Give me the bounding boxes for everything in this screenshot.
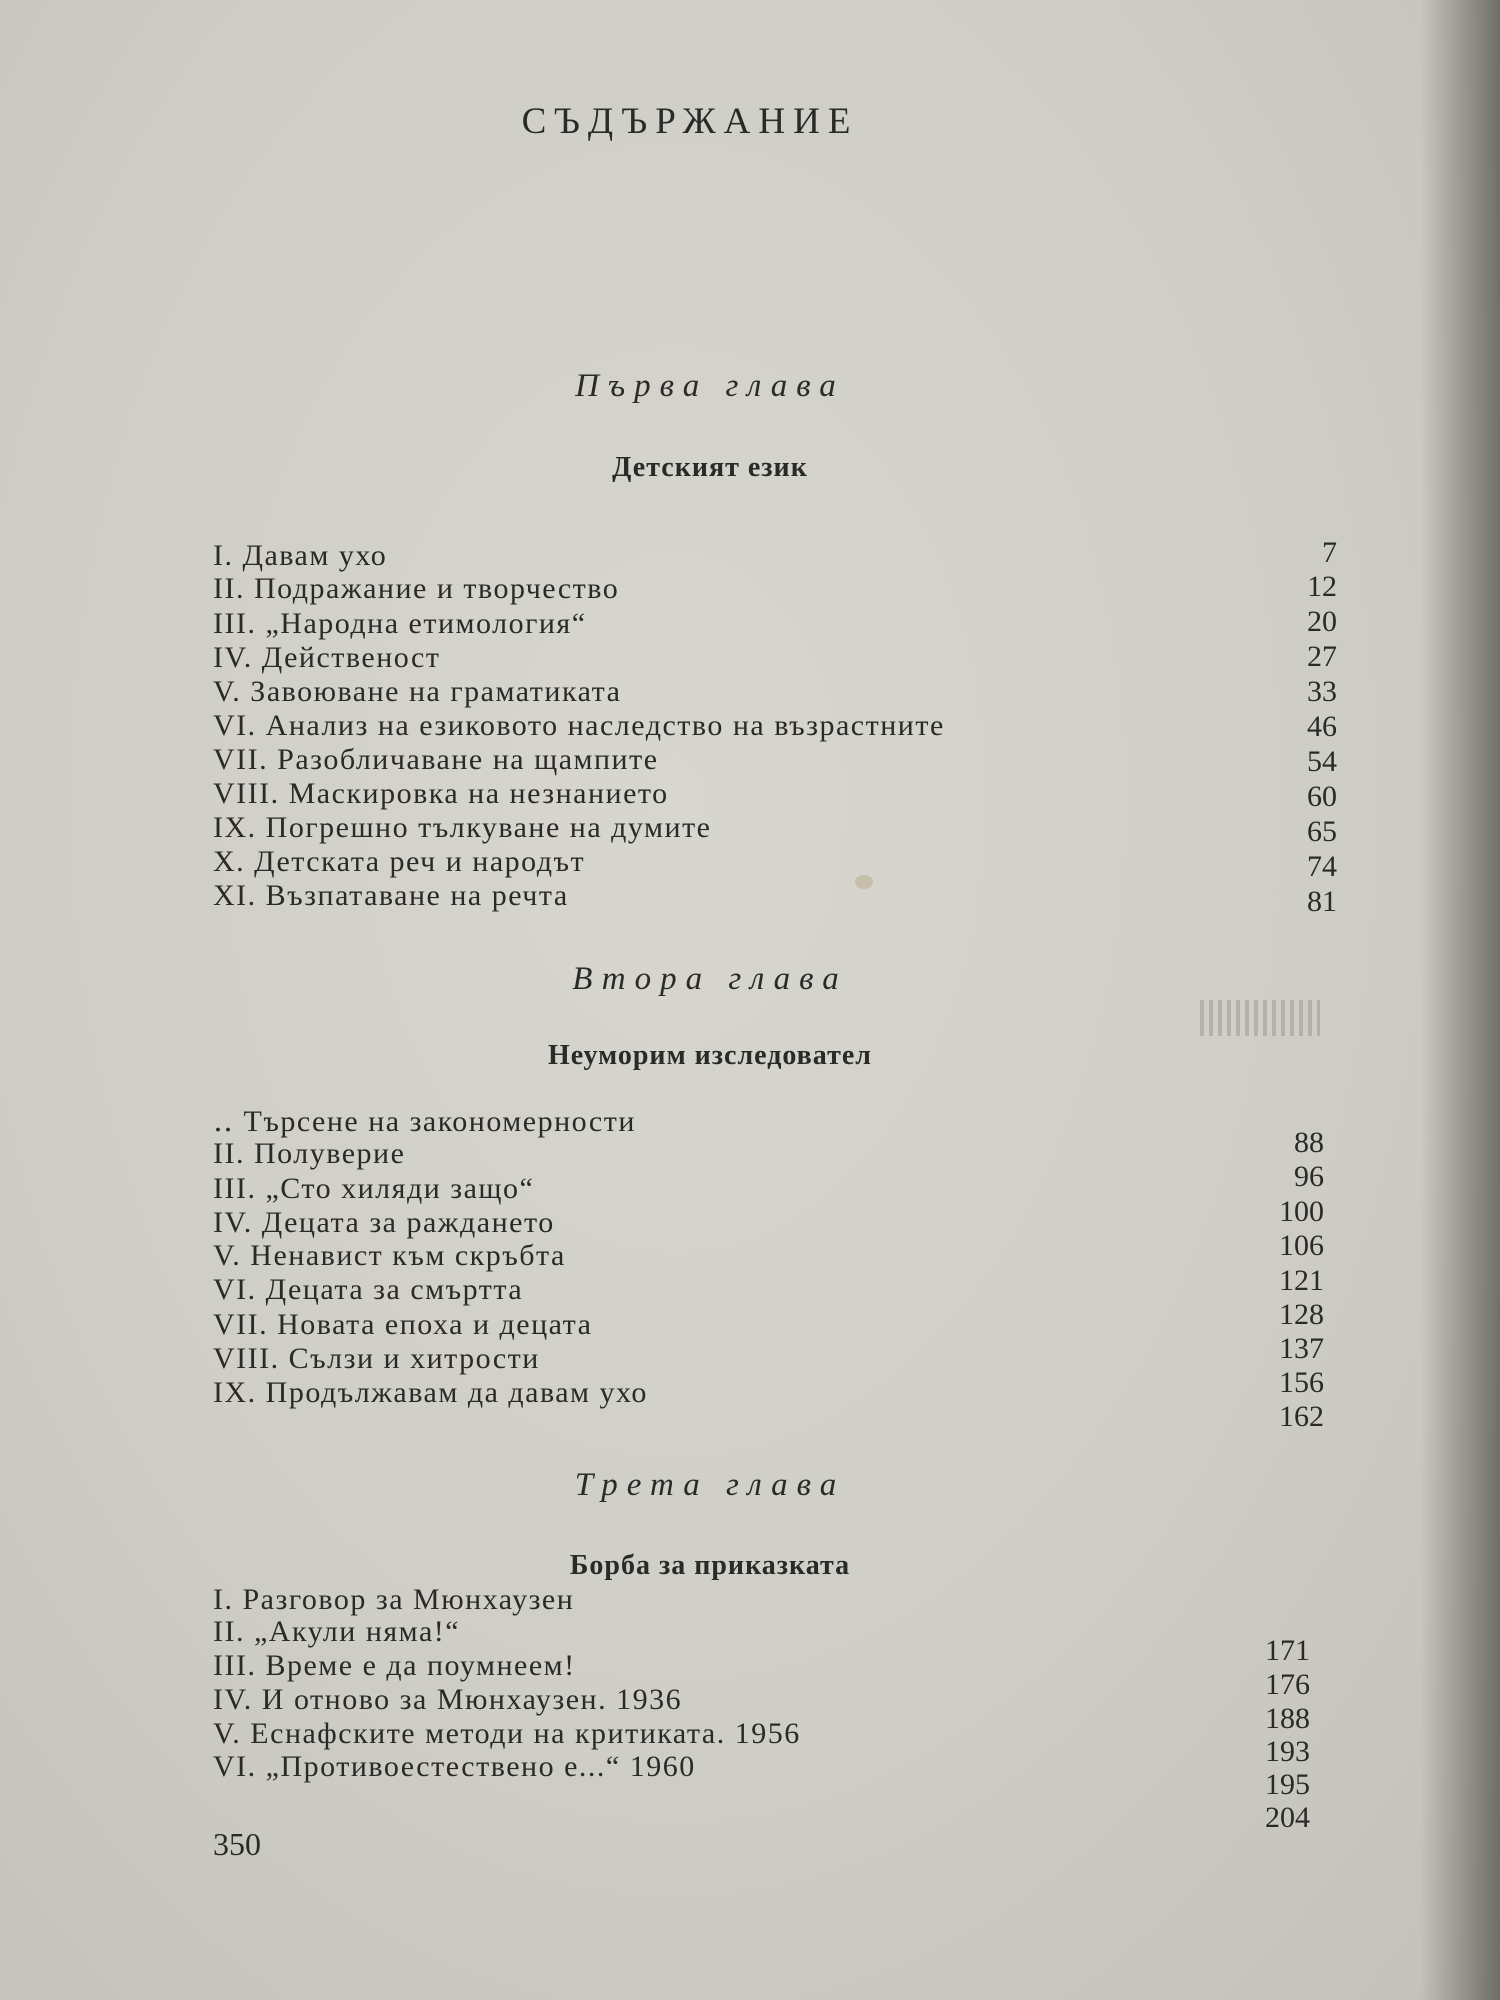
toc-page-number: 60 <box>1307 780 1337 813</box>
toc-page-number: 54 <box>1307 745 1337 778</box>
toc-entry: VI. Анализ на езиковото наследство на възрастните <box>213 709 945 742</box>
toc-entry: VI. „Противоестествено е...“ 1960 <box>213 1750 696 1783</box>
toc-page-number: 7 <box>1322 536 1337 569</box>
toc-entry: VII. Новата епоха и децата <box>213 1308 593 1341</box>
toc-entry: ‥ Търсене на закономерности <box>213 1105 636 1138</box>
faded-stamp-mark <box>1200 1000 1320 1036</box>
toc-entry: IV. Действеност <box>213 641 441 674</box>
toc-entry: VIII. Сълзи и хитрости <box>213 1342 540 1375</box>
toc-page-number: 204 <box>1265 1801 1310 1834</box>
toc-page-number: 65 <box>1307 815 1337 848</box>
toc-entry: VI. Децата за смъртта <box>213 1273 524 1306</box>
toc-entry: II. „Акули няма!“ <box>213 1615 461 1648</box>
toc-entry: VII. Разобличаване на щампите <box>213 743 659 776</box>
chapter-1-title: Детският език <box>612 452 808 483</box>
chapter-1-label: Първа глава <box>575 368 845 404</box>
toc-entry: II. Полуверие <box>213 1137 406 1170</box>
toc-entry: IV. Децата за раждането <box>213 1206 555 1239</box>
toc-page-number: 88 <box>1294 1126 1324 1159</box>
toc-entry: I. Давам ухо <box>213 539 388 572</box>
contents-title: СЪДЪРЖАНИЕ <box>521 101 859 142</box>
toc-page-number: 188 <box>1265 1702 1310 1735</box>
chapter-2-title: Неуморим изследовател <box>548 1040 872 1071</box>
toc-entry: X. Детската реч и народът <box>213 845 586 878</box>
toc-page-number: 27 <box>1307 640 1337 673</box>
toc-page-number: 81 <box>1307 885 1337 918</box>
chapter-3-title: Борба за приказката <box>569 1550 851 1581</box>
toc-entry: XI. Възпатаване на речта <box>213 879 569 912</box>
toc-page-number: 176 <box>1265 1668 1310 1701</box>
toc-page-number: 12 <box>1307 570 1337 603</box>
toc-entry: IV. И отново за Мюнхаузен. 1936 <box>213 1683 683 1716</box>
toc-entry: II. Подражание и творчество <box>213 572 620 605</box>
toc-entry: IX. Погрешно тълкуване на думите <box>213 811 712 844</box>
toc-entry: VIII. Маскировка на незнанието <box>213 777 669 810</box>
toc-page-number: 195 <box>1265 1768 1310 1801</box>
toc-entry: V. Ненавист към скръбта <box>213 1239 566 1272</box>
toc-page-number: 33 <box>1307 675 1337 708</box>
chapter-3-label: Трета глава <box>574 1467 846 1503</box>
toc-entry: I. Разговор за Мюнхаузен <box>213 1583 575 1616</box>
toc-entry: III. „Сто хиляди защо“ <box>213 1172 535 1205</box>
toc-page-number: 162 <box>1279 1400 1324 1433</box>
page-folio-number: 350 <box>213 1826 261 1862</box>
toc-page-number: 20 <box>1307 605 1337 638</box>
toc-page-number: 156 <box>1279 1366 1324 1399</box>
toc-page-number: 46 <box>1307 710 1337 743</box>
page-edge-shadow <box>1420 0 1500 2000</box>
toc-page-number: 96 <box>1294 1160 1324 1193</box>
toc-entry: V. Еснафските методи на критиката. 1956 <box>213 1717 801 1750</box>
toc-entry: IX. Продължавам да давам ухо <box>213 1376 648 1409</box>
toc-page-number: 171 <box>1265 1634 1310 1667</box>
toc-page-number: 121 <box>1279 1264 1324 1297</box>
toc-entry: III. Време е да поумнеем! <box>213 1649 576 1682</box>
chapter-2-label: Втора глава <box>572 961 848 997</box>
toc-page-number: 128 <box>1279 1298 1324 1331</box>
toc-page-number: 137 <box>1279 1332 1324 1365</box>
toc-page-number: 193 <box>1265 1735 1310 1768</box>
toc-page-number: 100 <box>1279 1195 1324 1228</box>
toc-page-number: 106 <box>1279 1229 1324 1262</box>
toc-entry: V. Завоюване на граматиката <box>213 675 622 708</box>
toc-page-number: 74 <box>1307 850 1337 883</box>
toc-entry: III. „Народна етимология“ <box>213 607 587 640</box>
paper-stain <box>855 875 873 889</box>
